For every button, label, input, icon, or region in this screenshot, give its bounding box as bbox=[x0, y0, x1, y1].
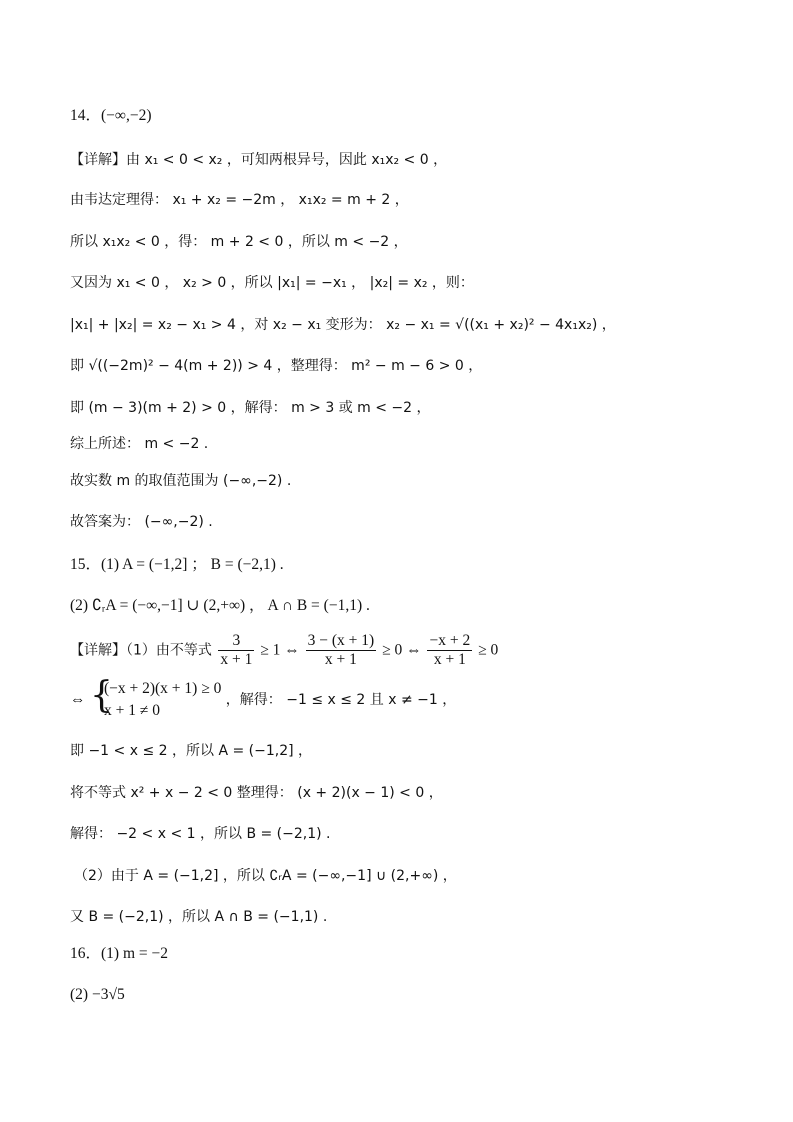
q14-detail-line-9: 故实数 m 的取值范围为 (−∞,−2) . bbox=[70, 473, 292, 489]
q14-detail-line-7: 即 (m − 3)(m + 2) > 0 ，解得： m > 3 或 m < −2 ， bbox=[70, 400, 431, 416]
fraction-2 bbox=[306, 632, 377, 669]
q15-answer-2: (2) ∁ᵣA = (−∞,−1] ∪ (2,+∞) ， A ∩ B = (−1,1) . bbox=[70, 597, 370, 614]
q15-detail-line-7: 又 B = (−2,1) ，所以 A ∩ B = (−1,1) . bbox=[70, 909, 328, 925]
inequality-mid-1: ≥ 1 ⇔ bbox=[256, 641, 304, 659]
fraction-1 bbox=[218, 632, 254, 669]
q14-detail-line-8: 综上所述： m < −2 . bbox=[70, 436, 209, 452]
q14-detail-line-2: 由韦达定理得： x₁ + x₂ = −2m ， x₁x₂ = m + 2 ， bbox=[70, 192, 409, 208]
fraction-3-denominator: x + 1 bbox=[433, 651, 466, 668]
equivalence-arrow: ⇔ bbox=[70, 691, 86, 708]
q16-answer-2: (2) −3√5 bbox=[70, 986, 125, 1003]
inequality-system bbox=[89, 675, 222, 722]
q14-detail-line-4: 又因为 x₁ < 0 ， x₂ > 0 ，所以 |x₁| = −x₁ ， |x₂| = x₂ ，则： bbox=[70, 275, 474, 291]
fraction-1-denominator: x + 1 bbox=[220, 651, 253, 668]
q14-detail-line-1: 【详解】由 x₁ < 0 < x₂ ，可知两根异号，因此 x₁x₂ < 0 ， bbox=[70, 152, 448, 168]
brace-symbol: { bbox=[89, 675, 113, 716]
q15-detail-line-6: （2）由于 A = (−1,2] ，所以 ∁ᵣA = (−∞,−1] ∪ (2,+∞) ， bbox=[74, 868, 457, 884]
q15-detail-line-1 bbox=[70, 632, 498, 669]
q14-detail-line-10: 故答案为： (−∞,−2) . bbox=[70, 514, 213, 530]
fraction-2-denominator: x + 1 bbox=[324, 651, 357, 668]
q15-detail-prefix: 【详解】（1）由不等式 bbox=[70, 642, 212, 659]
q15-detail-line-3: 即 −1 < x ≤ 2 ，所以 A = (−1,2] ， bbox=[70, 743, 313, 759]
q15-answer-1: 15．(1) A = (−1,2] ； B = (−2,1) . bbox=[70, 556, 284, 573]
fraction-1-numerator: 3 bbox=[218, 632, 254, 651]
q14-detail-line-5: |x₁| + |x₂| = x₂ − x₁ > 4 ，对 x₂ − x₁ 变形为： x₂ − x₁ = √((x₁ + x₂)² − 4x₁x₂) ， bbox=[70, 317, 616, 333]
system-row-1: (−x + 2)(x + 1) ≥ 0 bbox=[103, 680, 222, 697]
q14-detail-line-6: 即 √((−2m)² − 4(m + 2)) > 4 ，整理得： m² − m − 6 > 0 ， bbox=[70, 358, 483, 374]
q16-answer-1: 16．(1) m = −2 bbox=[70, 945, 168, 962]
q14-detail-line-3: 所以 x₁x₂ < 0 ，得： m + 2 < 0 ，所以 m < −2 ， bbox=[70, 234, 408, 250]
fraction-2-numerator: 3 − (x + 1) bbox=[307, 632, 375, 649]
q14-answer: 14．(−∞,−2) bbox=[70, 107, 152, 124]
inequality-mid-2: ≥ 0 ⇔ bbox=[378, 641, 426, 659]
fraction-3-numerator: −x + 2 bbox=[429, 632, 471, 649]
fraction-3 bbox=[427, 632, 472, 669]
system-tail: ，解得： −1 ≤ x ≤ 2 且 x ≠ −1 ， bbox=[225, 692, 457, 708]
q15-detail-line-2 bbox=[70, 675, 457, 722]
inequality-end: ≥ 0 bbox=[474, 641, 499, 659]
system-row-2: x + 1 ≠ 0 bbox=[103, 702, 160, 719]
q15-detail-line-4: 将不等式 x² + x − 2 < 0 整理得： (x + 2)(x − 1) < 0 ， bbox=[70, 785, 443, 801]
q15-detail-line-5: 解得： −2 < x < 1 ，所以 B = (−2,1) . bbox=[70, 826, 331, 842]
